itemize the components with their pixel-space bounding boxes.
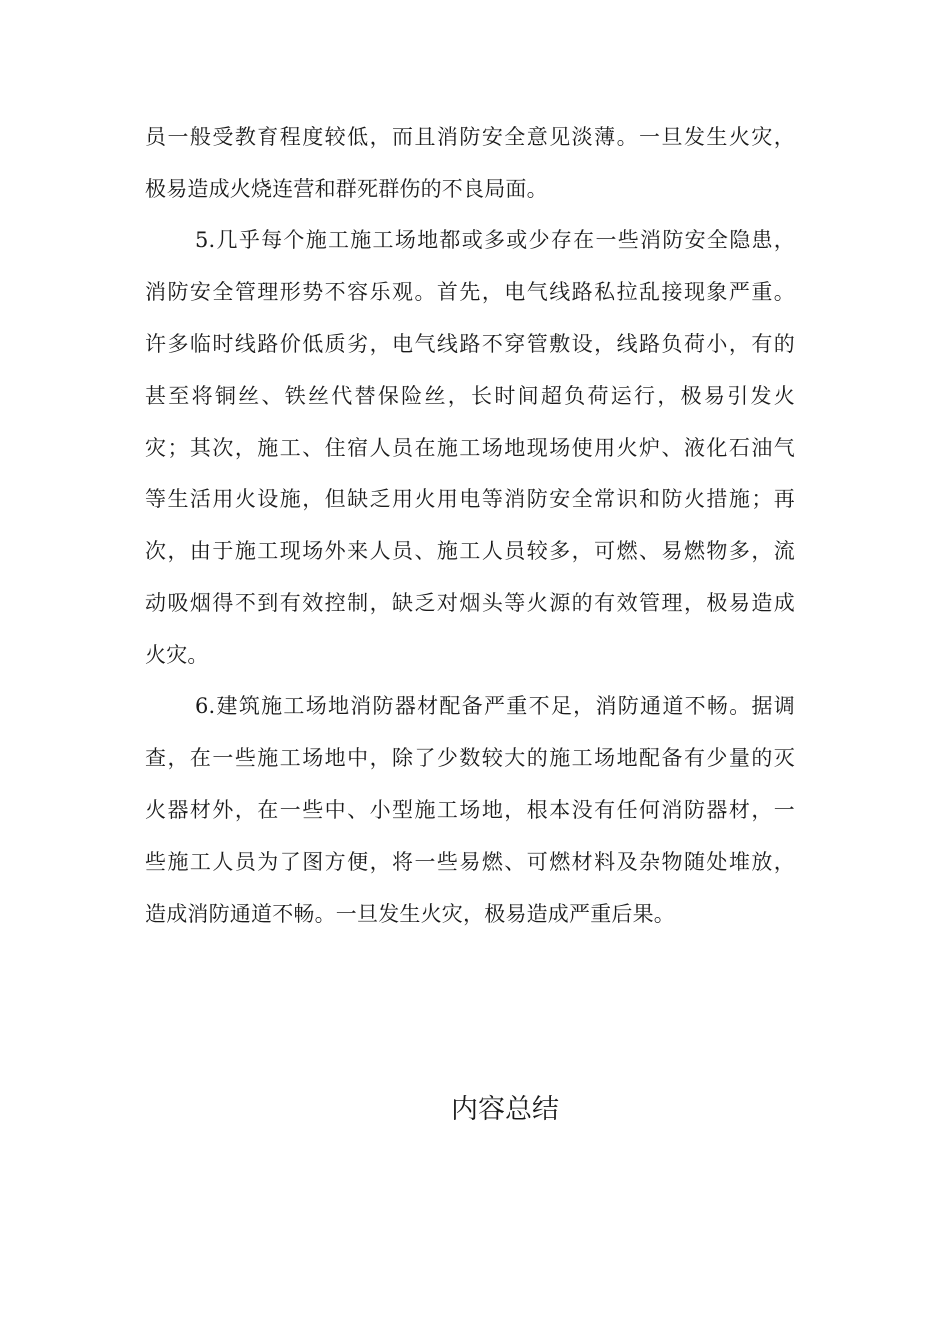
text-line: 5.几乎每个施工施工场地都或多或少存在一些消防安全隐患， (195, 228, 795, 252)
text-line: 些施工人员为了图方便，将一些易燃、可燃材料及杂物随处堆放， (145, 849, 795, 874)
text-line: 等生活用火设施，但缺乏用火用电等消防安全常识和防火措施；再 (145, 487, 795, 512)
text-line: 员一般受教育程度较低，而且消防安全意见淡薄。一旦发生火灾， (145, 125, 795, 149)
text-line: 查，在一些施工场地中，除了少数较大的施工场地配备有少量的灭 (145, 745, 795, 770)
text-line: 火灾。 (145, 643, 209, 668)
paragraph-item-6 (145, 681, 795, 940)
text-line: 消防安全管理形势不容乐观。首先，电气线路私拉乱接现象严重。 (145, 279, 795, 304)
text-line: 许多临时线路价低质劣，电气线路不穿管敷设，线路负荷小，有的 (145, 331, 795, 356)
paragraph-item-5 (145, 215, 795, 682)
text-line: 造成消防通道不畅。一旦发生火灾，极易造成严重后果。 (145, 901, 675, 926)
text-line: 火器材外，在一些中、小型施工场地，根本没有任何消防器材，一 (145, 797, 795, 822)
text-line: 次，由于施工现场外来人员、施工人员较多，可燃、易燃物多，流 (145, 539, 795, 564)
text-line: 灾；其次，施工、住宿人员在施工场地现场使用火炉、液化石油气 (145, 435, 795, 460)
text-line: 动吸烟得不到有效控制，缺乏对烟头等火源的有效管理，极易造成 (145, 591, 795, 616)
summary-heading: 内容总结 (451, 1094, 559, 1125)
text-line: 甚至将铜丝、铁丝代替保险丝，长时间超负荷运行，极易引发火 (145, 383, 795, 408)
paragraph-continuation (145, 112, 795, 216)
text-line: 6.建筑施工场地消防器材配备严重不足，消防通道不畅。据调 (195, 694, 795, 718)
text-line: 极易造成火烧连营和群死群伤的不良局面。 (145, 176, 548, 201)
